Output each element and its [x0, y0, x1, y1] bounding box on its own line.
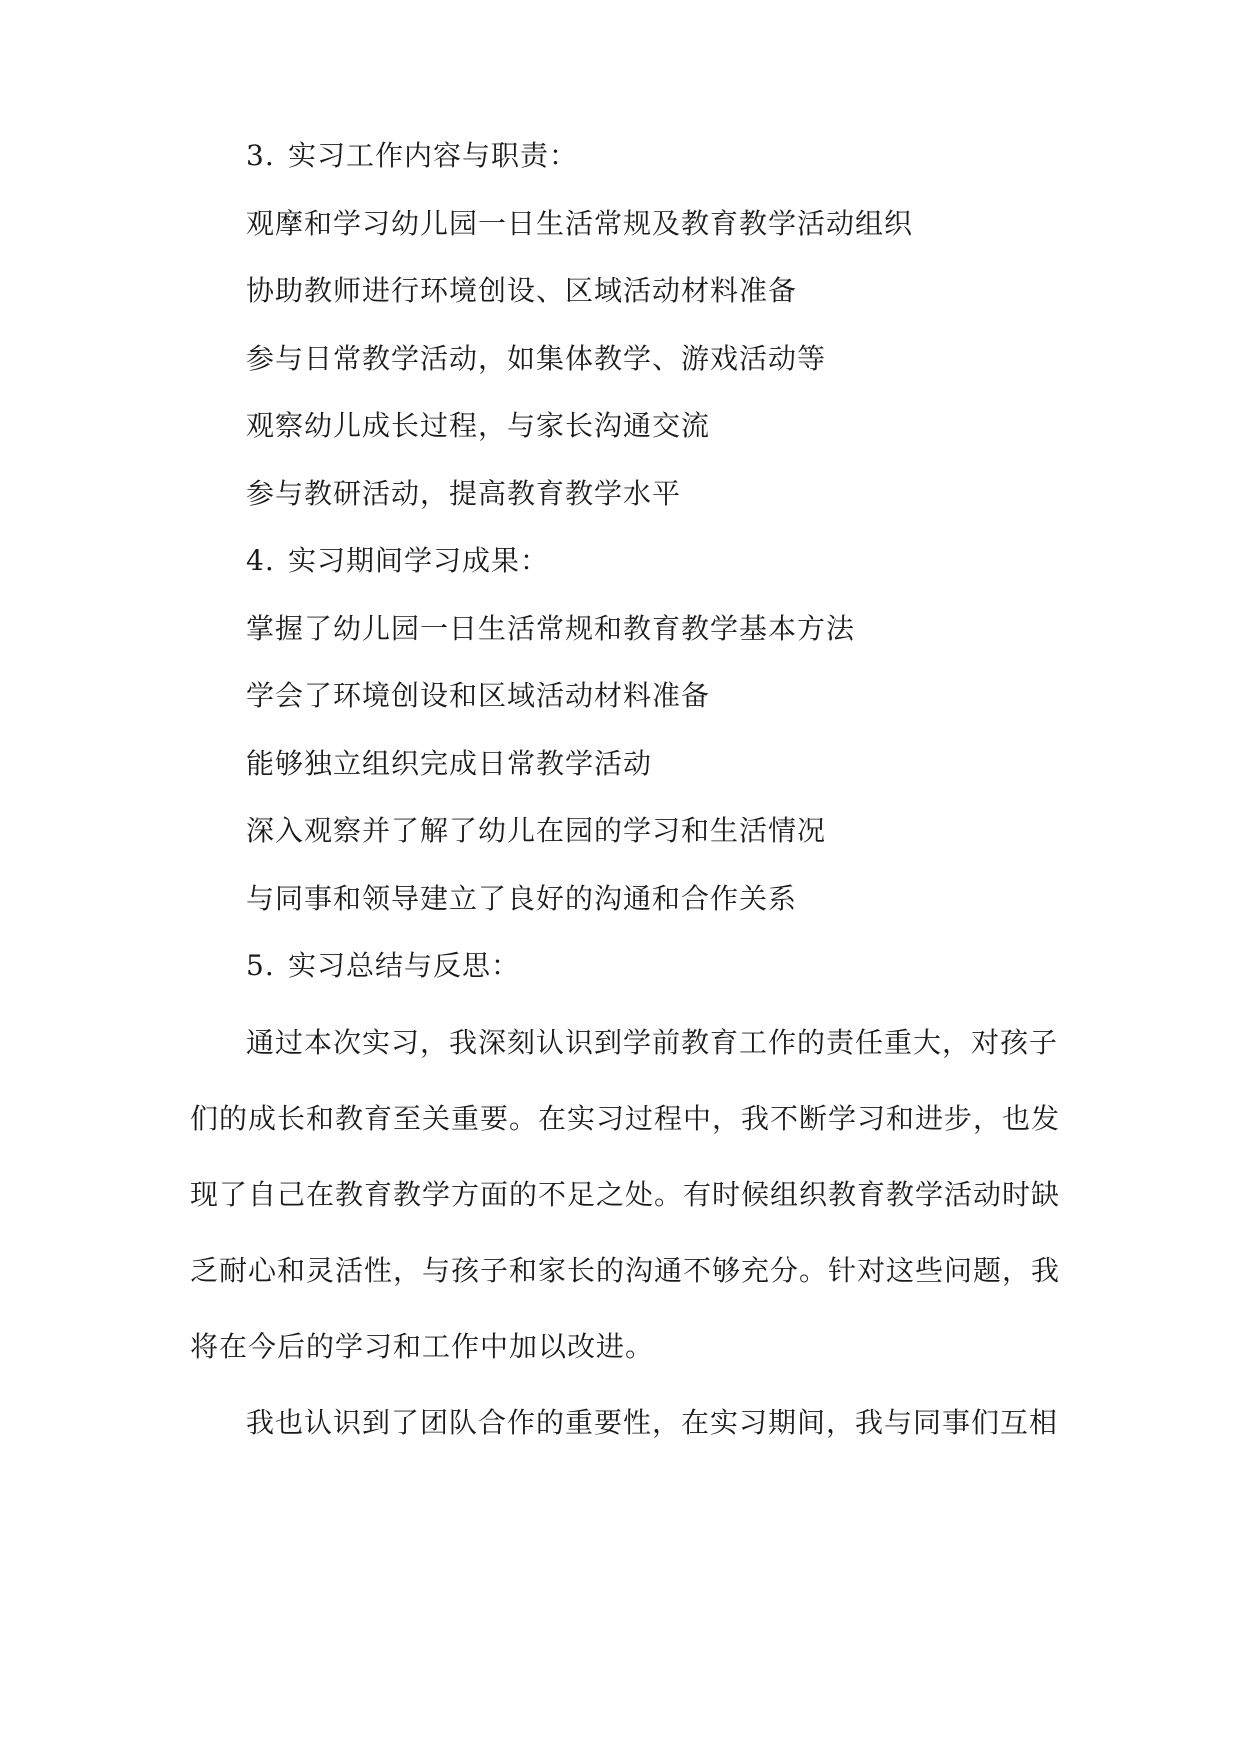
- section-4-item-1: 掌握了幼儿园一日生活常规和教育教学基本方法: [246, 612, 856, 645]
- paragraph-1-line-2: 们的成长和教育至关重要。在实习过程中，我不断学习和进步，也发: [190, 1102, 1061, 1135]
- section-4-item-4: 深入观察并了解了幼儿在园的学习和生活情况: [246, 814, 827, 847]
- section-3-title: 实习工作内容与职责：: [288, 139, 579, 172]
- section-3-heading: [246, 136, 578, 176]
- section-4-title: 实习期间学习成果：: [288, 544, 550, 577]
- section-5-heading: [246, 946, 520, 986]
- section-3-item-4: 观察幼儿成长过程，与家长沟通交流: [246, 409, 711, 442]
- section-3-item-3: 参与日常教学活动，如集体教学、游戏活动等: [246, 342, 827, 375]
- section-5-title: 实习总结与反思：: [288, 949, 521, 982]
- section-4-heading: [246, 541, 549, 581]
- section-5-number: 5.: [246, 949, 275, 982]
- paragraph-2-line-1: 我也认识到了团队合作的重要性，在实习期间，我与同事们互相: [246, 1406, 1059, 1439]
- paragraph-1-line-1: 通过本次实习，我深刻认识到学前教育工作的责任重大，对孩子: [246, 1026, 1059, 1059]
- section-4-item-3: 能够独立组织完成日常教学活动: [246, 747, 653, 780]
- section-3-item-1: 观摩和学习幼儿园一日生活常规及教育教学活动组织: [246, 207, 914, 240]
- section-4-number: 4.: [246, 544, 275, 577]
- paragraph-1-line-5: 将在今后的学习和工作中加以改进。: [190, 1330, 655, 1363]
- section-3-number: 3.: [246, 139, 275, 172]
- section-3-item-2: 协助教师进行环境创设、区域活动材料准备: [246, 274, 798, 307]
- paragraph-1-line-4: 乏耐心和灵活性，与孩子和家长的沟通不够充分。针对这些问题，我: [190, 1254, 1061, 1287]
- section-4-item-2: 学会了环境创设和区域活动材料准备: [246, 679, 711, 712]
- paragraph-1-line-3: 现了自己在教育教学方面的不足之处。有时候组织教育教学活动时缺: [190, 1178, 1061, 1211]
- section-4-item-5: 与同事和领导建立了良好的沟通和合作关系: [246, 882, 798, 915]
- section-3-item-5: 参与教研活动，提高教育教学水平: [246, 477, 682, 510]
